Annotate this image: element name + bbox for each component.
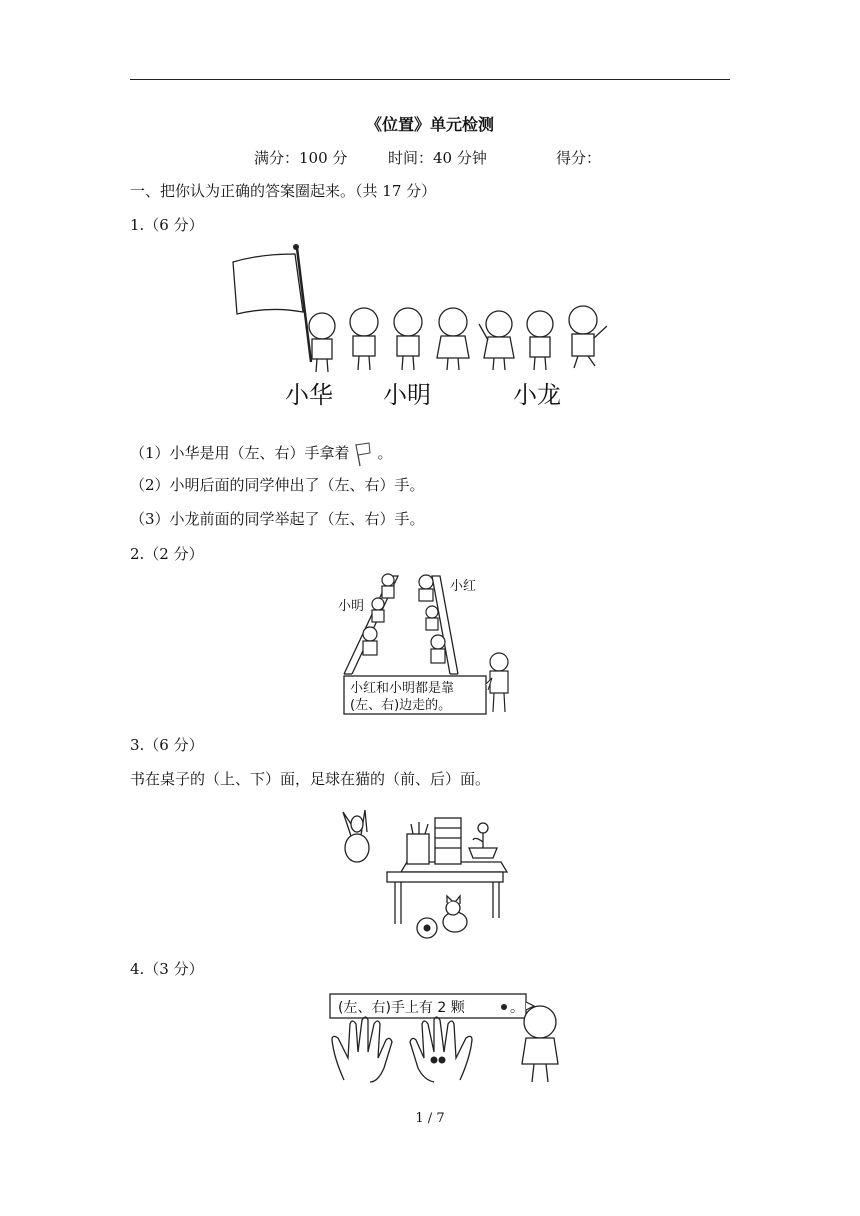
- page-number: 1 / 7: [415, 1111, 445, 1126]
- q1-sentence-1-suffix: 。: [377, 444, 393, 462]
- pen-cup-icon: [407, 834, 429, 864]
- rabbit-icon: [345, 834, 369, 862]
- q1-sentence-1-prefix: （1）小华是用（左、右）手拿着: [130, 444, 350, 462]
- score-label: 得分：: [556, 149, 602, 167]
- q4-heading: 4.（3 分）: [130, 960, 204, 978]
- q1-name-xiaoming: 小明: [383, 381, 431, 409]
- q1-sentence-1: [130, 442, 393, 466]
- section-1-heading: 一、把你认为正确的答案圈起来。（共 17 分）: [130, 182, 437, 200]
- q2-label-xiaohong: 小红: [450, 579, 477, 594]
- books-icon: [435, 818, 461, 864]
- q2-bubble-line-1: 小红和小明都是靠: [350, 681, 455, 696]
- bead-icon: [501, 1004, 507, 1010]
- q1-heading: 1.（6 分）: [130, 216, 204, 234]
- header-rule: [130, 79, 730, 80]
- q1-sentence-3: （3）小龙前面的同学举起了（左、右）手。: [130, 510, 425, 528]
- q4-hands-illustration: [326, 988, 566, 1088]
- svg-text:。: 。: [510, 1000, 524, 1016]
- q3-table-illustration: [335, 800, 525, 940]
- page-title: 《位置》单元检测: [365, 115, 494, 134]
- left-hand-icon: [332, 1017, 392, 1082]
- right-hand-icon: [410, 1017, 472, 1082]
- q2-label-xiaoming: 小明: [338, 599, 365, 614]
- small-flag-icon: [352, 442, 378, 466]
- full-score: 满分：100 分: [254, 149, 348, 167]
- q4-bubble-text: (左、右)手上有 2 颗: [338, 1000, 465, 1016]
- q1-name-xiaohua: 小华: [285, 381, 333, 409]
- q1-children-illustration: [225, 240, 625, 415]
- q1-name-xiaolong: 小龙: [513, 381, 561, 409]
- plant-icon: [469, 848, 497, 858]
- q3-heading: 3.（6 分）: [130, 736, 204, 754]
- q1-sentence-2: （2）小明后面的同学伸出了（左、右）手。: [130, 476, 425, 494]
- q2-bubble-line-2: (左、右)边走的。: [350, 698, 452, 713]
- q2-heading: 2.（2 分）: [130, 545, 204, 563]
- time-limit: 时间：40 分钟: [388, 149, 487, 167]
- q3-text: 书在桌子的（上、下）面，足球在猫的（前、后）面。: [130, 770, 491, 788]
- q2-stairs-illustration: [332, 566, 522, 721]
